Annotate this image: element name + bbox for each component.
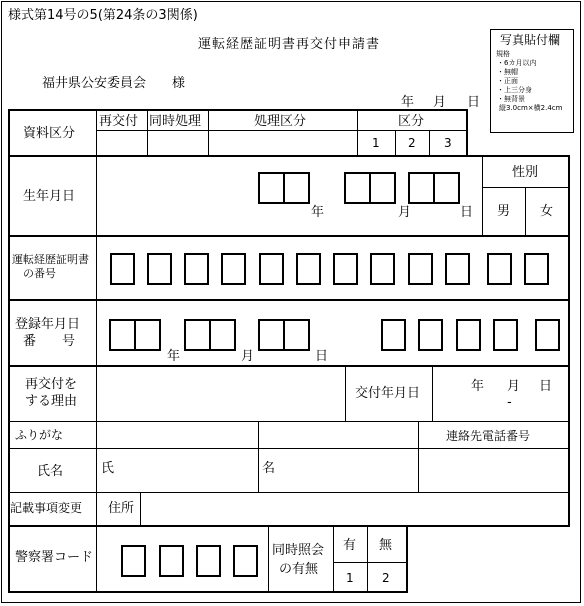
issue-date-dash: -	[507, 395, 512, 410]
divider	[96, 449, 97, 493]
divider	[333, 526, 334, 592]
registration-number-box[interactable]	[493, 319, 518, 351]
table-right-border-upper	[466, 109, 468, 157]
police-code-box[interactable]	[121, 545, 146, 577]
category-option-1[interactable]: 1	[372, 136, 380, 150]
registration-number-box[interactable]	[418, 319, 443, 351]
registration-label: 登録年月日	[15, 317, 81, 332]
application-year-label: 年	[401, 95, 415, 110]
phone-label: 連絡先電話番号	[446, 429, 531, 443]
cert-digit-box[interactable]	[487, 253, 512, 285]
photo-spec-heading: 規格	[496, 50, 510, 58]
address-field[interactable]	[141, 493, 568, 525]
divider	[433, 172, 435, 204]
name-label: 氏名	[37, 464, 64, 479]
table-right-border-lower	[406, 526, 408, 593]
divider	[96, 236, 97, 300]
inquiry-no-code: 2	[382, 571, 390, 585]
addressee: 福井県公安委員会 様	[42, 76, 186, 91]
cert-digit-box[interactable]	[524, 253, 549, 285]
divider	[482, 156, 483, 236]
address-label: 住所	[108, 501, 135, 516]
issue-day-unit: 日	[539, 379, 553, 394]
table-bottom-border	[8, 591, 408, 593]
divider	[96, 493, 97, 526]
divider	[283, 319, 285, 351]
registration-number-box[interactable]	[381, 319, 406, 351]
photo-spec-item: ・上三分身	[497, 86, 532, 94]
given-name-field[interactable]	[276, 449, 418, 492]
table-lower-step	[406, 525, 570, 527]
reissue-column-label: 再交付	[99, 114, 139, 129]
phone-field[interactable]	[419, 449, 568, 492]
processing-category-field[interactable]	[209, 131, 357, 156]
gender-label: 性別	[512, 165, 539, 180]
category-option-3[interactable]: 3	[444, 136, 452, 150]
surname-field[interactable]	[115, 449, 258, 492]
divider	[395, 130, 396, 156]
simultaneous-field[interactable]	[148, 131, 208, 156]
reason-field[interactable]	[97, 367, 345, 421]
photo-spec-item: ・無背景	[497, 95, 525, 103]
registration-day-unit: 日	[315, 349, 329, 364]
divider	[209, 319, 211, 351]
registration-number-box[interactable]	[535, 319, 560, 351]
furigana-label: ふりがな	[15, 428, 64, 442]
photo-spec-item: ・無帽	[497, 68, 518, 76]
divider	[429, 130, 430, 156]
photo-box[interactable]	[490, 29, 574, 133]
divider	[369, 172, 371, 204]
application-month-label: 月	[433, 95, 447, 110]
divider	[357, 110, 358, 156]
simultaneous-inquiry-label-2: の有無	[279, 562, 319, 577]
cert-digit-box[interactable]	[296, 253, 321, 285]
divider	[333, 562, 406, 563]
cert-digit-box[interactable]	[259, 253, 284, 285]
table-top-border	[8, 109, 468, 111]
divider	[525, 187, 526, 236]
divider	[8, 235, 570, 237]
page-title: 運転経歴証明書再交付申請書	[198, 37, 381, 52]
police-code-box[interactable]	[233, 545, 258, 577]
divider	[8, 155, 468, 157]
police-code-box[interactable]	[159, 545, 184, 577]
photo-title: 写真貼付欄	[500, 33, 561, 47]
birth-date-label: 生年月日	[23, 189, 76, 204]
material-category-label: 資料区分	[23, 126, 76, 141]
category-option-2[interactable]: 2	[408, 136, 416, 150]
divider	[134, 319, 136, 351]
police-code-label: 警察署コード	[15, 550, 94, 565]
divider	[8, 299, 570, 301]
cert-digit-box[interactable]	[408, 253, 433, 285]
category-label: 区分	[398, 114, 425, 129]
divider	[96, 300, 97, 366]
record-change-label: 記載事項変更	[10, 501, 83, 515]
cert-digit-box[interactable]	[147, 253, 172, 285]
cert-digit-box[interactable]	[333, 253, 358, 285]
divider	[345, 366, 346, 422]
birth-year-unit: 年	[311, 205, 325, 220]
divider	[367, 526, 368, 592]
divider	[8, 525, 408, 527]
cert-digit-box[interactable]	[184, 253, 209, 285]
table-right-border	[568, 155, 570, 527]
photo-spec-item: 縦3.0cm×横2.4cm	[499, 104, 563, 112]
inquiry-yes-label[interactable]: 有	[343, 538, 357, 553]
form-number: 様式第14号の5(第24条の3関係)	[8, 8, 198, 23]
furigana-surname-field[interactable]	[97, 422, 258, 448]
police-code-box[interactable]	[196, 545, 221, 577]
reason-label: 再交付を	[25, 377, 78, 392]
simultaneous-inquiry-label: 同時照会	[272, 543, 325, 558]
reason-label-2: する理由	[25, 394, 78, 409]
photo-spec-item: ・6カ月以内	[497, 59, 537, 67]
cert-digit-box[interactable]	[110, 253, 135, 285]
cert-number-label-2: の番号	[23, 267, 56, 280]
registration-month-unit: 月	[241, 349, 255, 364]
surname-label: 氏	[101, 461, 115, 476]
gender-female-option[interactable]: 女	[540, 204, 554, 219]
given-name-label: 名	[262, 461, 276, 476]
issue-year-unit: 年	[471, 379, 485, 394]
divider	[432, 366, 433, 422]
registration-year-unit: 年	[167, 349, 181, 364]
divider	[268, 526, 269, 592]
divider	[283, 172, 285, 204]
registration-number-box[interactable]	[456, 319, 481, 351]
divider	[96, 526, 97, 592]
cert-digit-box[interactable]	[445, 253, 470, 285]
cert-digit-box[interactable]	[370, 253, 395, 285]
inquiry-yes-code: 1	[346, 571, 354, 585]
application-day-label: 日	[467, 95, 481, 110]
cert-digit-box[interactable]	[221, 253, 246, 285]
birth-day-unit: 日	[460, 205, 474, 220]
inquiry-no-label[interactable]: 無	[379, 538, 393, 553]
cert-number-label: 運転経歴証明書	[12, 253, 89, 266]
furigana-given-field[interactable]	[259, 422, 418, 448]
simultaneous-column-label: 同時処理	[149, 114, 202, 129]
table-left-border	[8, 109, 10, 593]
issue-month-unit: 月	[507, 379, 521, 394]
photo-spec-item: ・正面	[497, 77, 518, 85]
birth-month-unit: 月	[398, 205, 412, 220]
reissue-field[interactable]	[97, 131, 147, 156]
processing-category-label: 処理区分	[254, 114, 307, 129]
divider	[96, 156, 97, 236]
gender-male-option[interactable]: 男	[497, 204, 511, 219]
registration-label-2: 番 号	[23, 334, 76, 349]
issue-date-label: 交付年月日	[355, 386, 421, 401]
